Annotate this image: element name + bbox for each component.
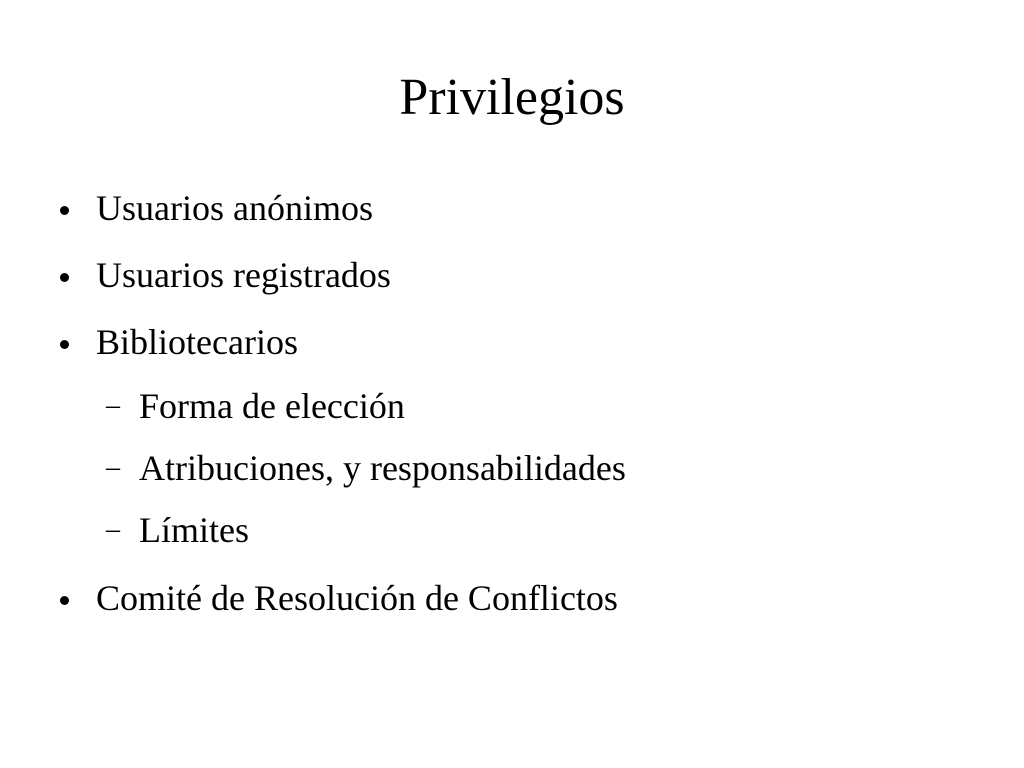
slide-title: Privilegios bbox=[399, 69, 625, 126]
bullet-dot-icon bbox=[60, 340, 69, 349]
sub-bullet-text: Límites bbox=[139, 510, 249, 550]
dash-icon: – bbox=[106, 390, 120, 421]
bullet-text: Usuarios anónimos bbox=[96, 188, 373, 228]
bullet-dot-icon bbox=[60, 596, 69, 605]
dash-icon: – bbox=[106, 514, 120, 545]
bullet-dot-icon bbox=[60, 206, 69, 215]
sub-bullet-text: Forma de elección bbox=[139, 386, 405, 426]
bullet-dot-icon bbox=[60, 273, 69, 282]
bullet-text: Bibliotecarios bbox=[96, 322, 298, 362]
bullet-text: Comité de Resolución de Conflictos bbox=[96, 578, 618, 618]
bullet-text: Usuarios registrados bbox=[96, 255, 391, 295]
sub-bullet-text: Atribuciones, y responsabilidades bbox=[139, 448, 626, 488]
dash-icon: – bbox=[106, 452, 120, 483]
